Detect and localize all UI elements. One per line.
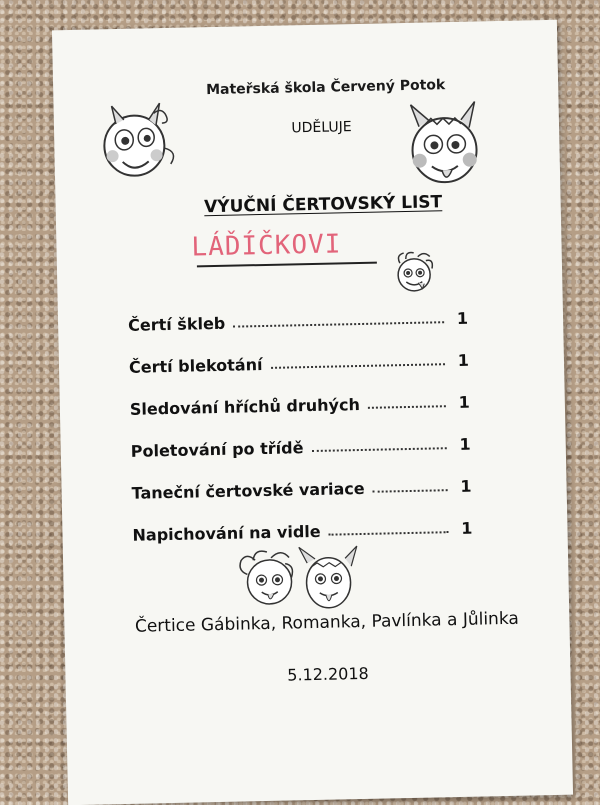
school-name: Mateřská škola Červený Potok — [205, 77, 446, 99]
issue-date: 5.12.2018 — [287, 663, 369, 685]
skill-row — [132, 512, 472, 545]
devil-face-icon-left — [94, 103, 186, 185]
skill-score: 1 — [460, 476, 472, 496]
skill-label: Sledování hříchů druhých — [129, 395, 361, 419]
skill-row — [130, 386, 470, 419]
skill-score: 1 — [461, 518, 473, 538]
leader-dots — [312, 447, 447, 452]
leader-dots — [329, 531, 449, 536]
leader-dots — [368, 405, 446, 409]
signers-line: Čertice Gábinka, Romanka, Pavlínka a Jůlinka — [134, 608, 520, 637]
skill-label: Taneční čertovské variace — [131, 478, 365, 503]
skill-row — [129, 344, 469, 377]
certificate-title — [56, 190, 561, 221]
skill-row — [131, 470, 471, 503]
devil-face-icon-right — [399, 101, 491, 193]
skill-score: 1 — [459, 434, 471, 454]
awards-heading: UDĚLUJE — [291, 119, 352, 137]
devil-face-icon-small — [392, 250, 439, 295]
skill-row — [130, 428, 470, 461]
recipient-name: LÁĎÍČKOVI — [191, 229, 342, 263]
skill-score: 1 — [456, 308, 469, 328]
leader-dots — [233, 321, 444, 327]
certificate-title-text: VÝUČNÍ ČERTOVSKÝ LIST — [203, 192, 443, 218]
leader-dots — [373, 489, 448, 493]
certificate-sheet — [52, 20, 573, 805]
skill-row — [128, 302, 468, 335]
recipient-underline — [197, 262, 377, 268]
skill-label: Čertí blekotání — [128, 355, 263, 377]
leader-dots — [271, 363, 446, 369]
skill-label: Poletování po třídě — [130, 438, 304, 461]
skill-label: Čertí škleb — [127, 313, 226, 335]
devil-pair-icon — [233, 544, 364, 617]
skill-score: 1 — [457, 350, 470, 370]
skill-label: Napichování na vidle — [132, 521, 321, 545]
skill-score: 1 — [458, 392, 471, 412]
